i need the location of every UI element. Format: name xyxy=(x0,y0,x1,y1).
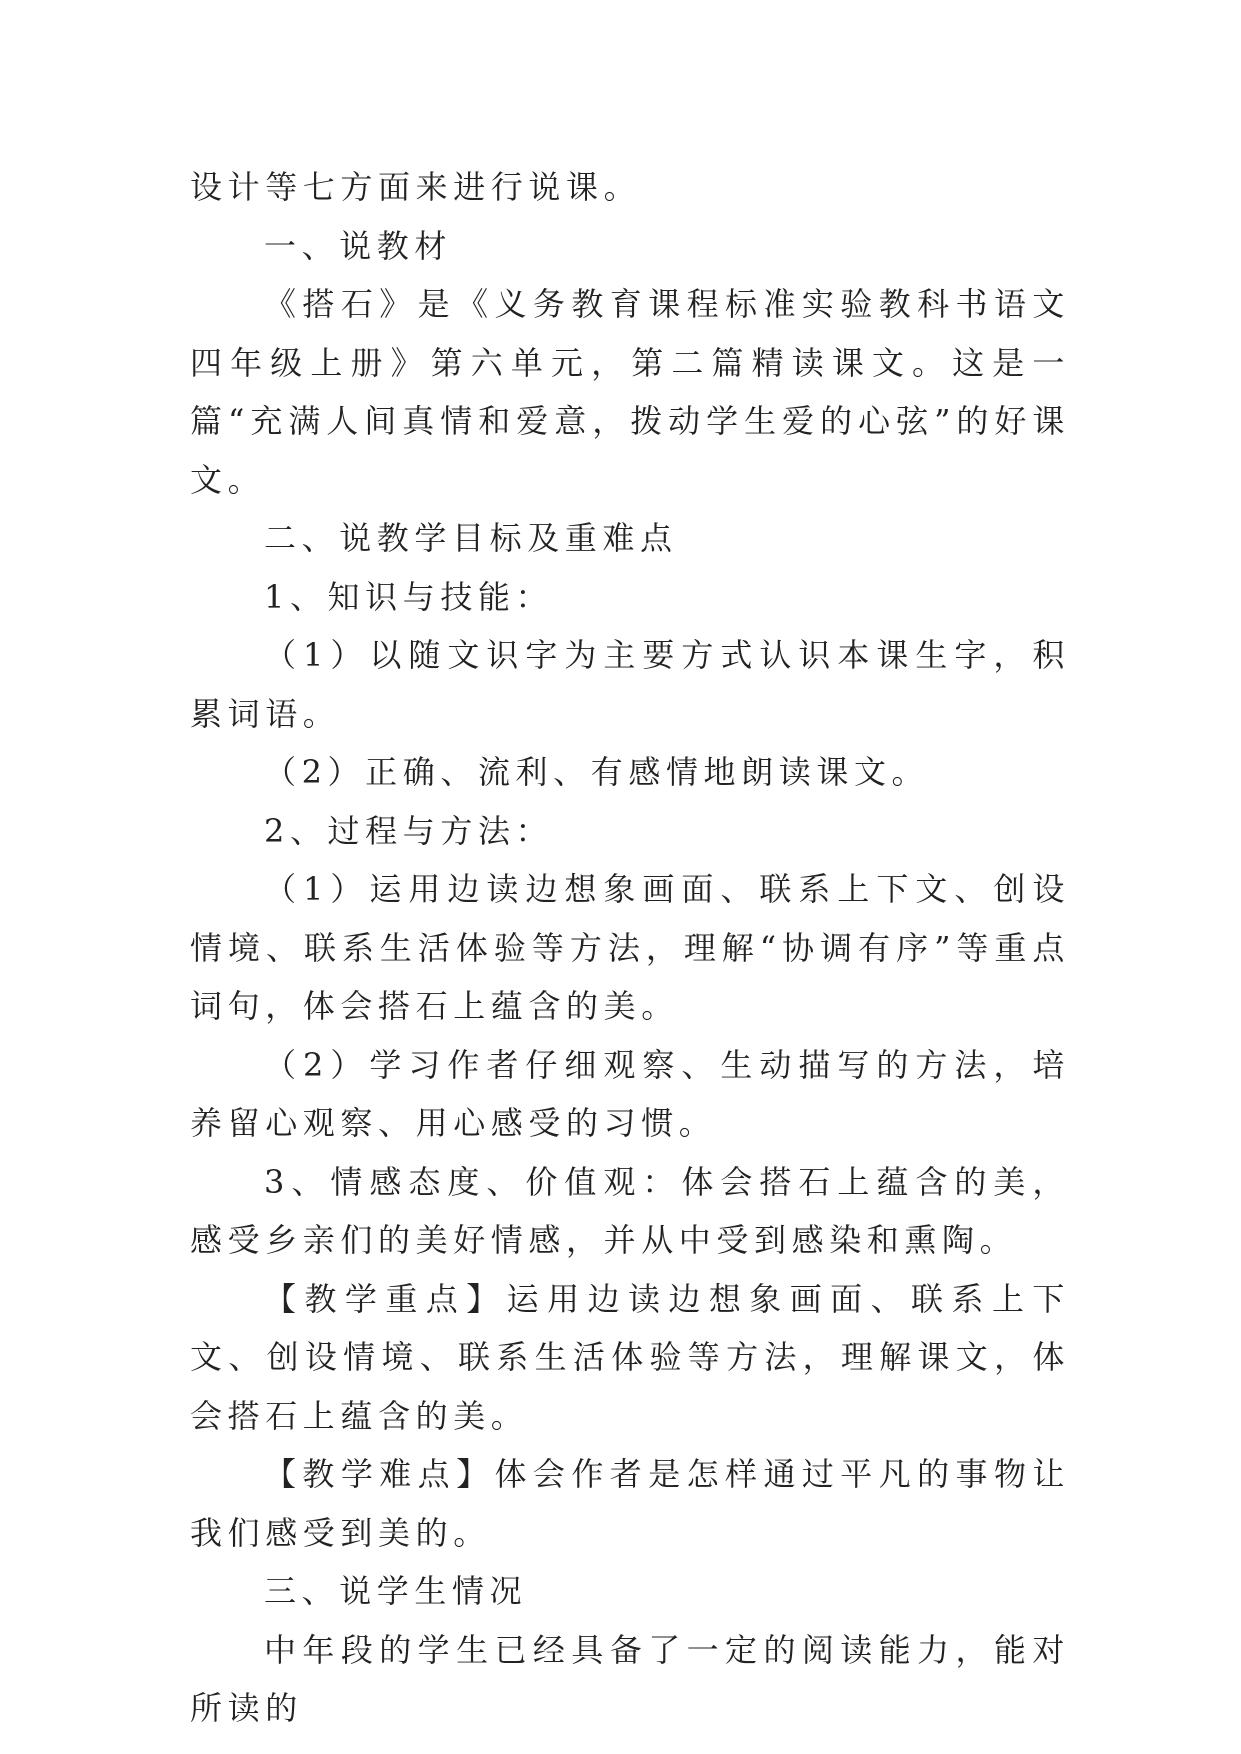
heading-section-2: 二、说教学目标及重难点 xyxy=(264,519,678,557)
paragraph-emotion-values: 3、情感态度、价值观：体会搭石上蕴含的美，感受乡亲们的美好情感，并从中受到感染和熏陶。 xyxy=(190,1162,1070,1259)
subheading-process-method: 2、过程与方法： xyxy=(264,811,554,850)
heading-section-3: 三、说学生情况 xyxy=(264,1572,528,1610)
paragraph-intro-continuation: 设计等七方面来进行说课。 xyxy=(190,168,642,206)
paragraph-student-situation: 中年段的学生已经具备了一定的阅读能力，能对所读的 xyxy=(190,1630,1070,1727)
paragraph-textbook-description: 《搭石》是《义务教育课程标准实验教科书语文四年级上册》第六单元，第二篇精读课文。这是一篇“充满人间真情和爱意，拨动学生爱的心弦”的好课文。 xyxy=(190,285,1070,499)
list-item-process-1: （1）运用边读边想象画面、联系上下文、创设情境、联系生活体验等方法，理解“协调有序”等重点词句，体会搭石上蕴含的美。 xyxy=(190,870,1070,1025)
paragraph-teaching-difficulty: 【教学难点】体会作者是怎样通过平凡的事物让我们感受到美的。 xyxy=(190,1455,1070,1552)
document-body xyxy=(190,158,1070,1738)
subheading-knowledge-skills: 1、知识与技能： xyxy=(264,577,554,616)
list-item-knowledge-2: （2）正确、流利、有感情地朗读课文。 xyxy=(264,753,930,791)
heading-section-1: 一、说教材 xyxy=(264,226,453,265)
list-item-knowledge-1: （1）以随文识字为主要方式认识本课生字，积累词语。 xyxy=(190,636,1070,733)
list-item-process-2: （2）学习作者仔细观察、生动描写的方法，培养留心观察、用心感受的习惯。 xyxy=(190,1045,1070,1142)
paragraph-teaching-focus: 【教学重点】运用边读边想象画面、联系上下文、创设情境、联系生活体验等方法，理解课文，体会搭石上蕴含的美。 xyxy=(190,1279,1070,1435)
